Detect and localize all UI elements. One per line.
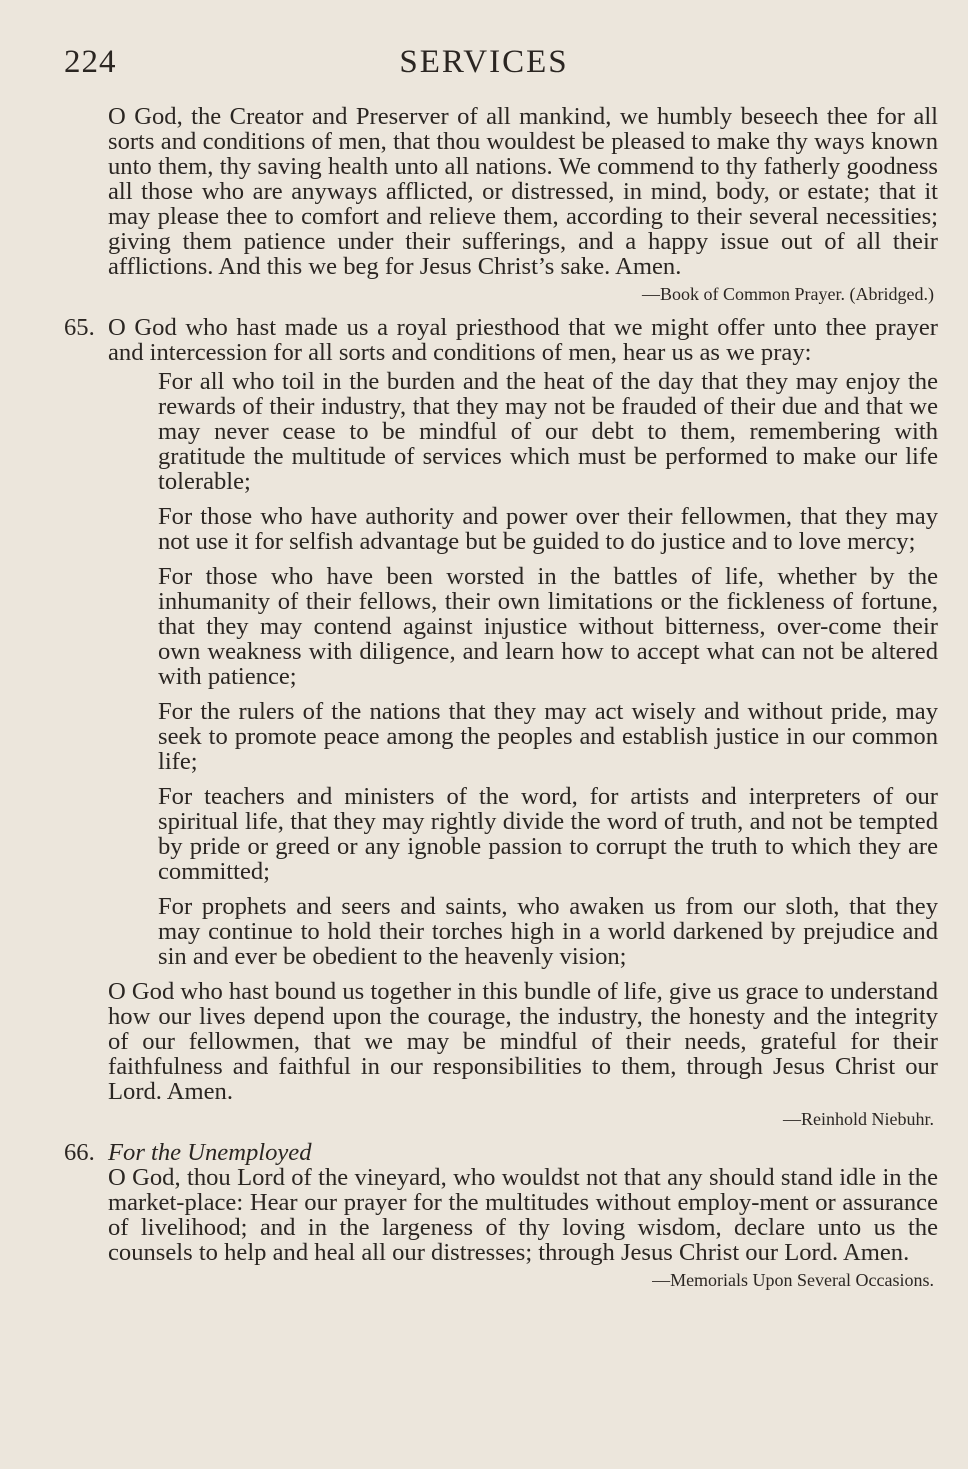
prayer-65-conclusion: O God who hast bound us together in this bundle of life, give us grace to understand how our lives depend upon the courage, the industry, the honesty and the integrity of our fellowmen, that we may be mindful of their needs, grateful for their faithfulness and faithful in our responsibilities to them, through Jesus Christ our Lord. Amen. (108, 978, 938, 1105)
page-body (64, 103, 938, 1301)
prayer-65-intro: O God who hast made us a royal priesthood that we might offer unto thee prayer and intercession for all sorts and conditions of men, hear us as we pray: (108, 314, 938, 366)
petition: For teachers and ministers of the word, for artists and interpreters of our spiritual life, that they may rightly divide the word of truth, and not be tempted by pride or greed or any ignoble passion to corrupt the truth to which they are committed; (158, 783, 938, 885)
prayer-65 (64, 314, 938, 1130)
prayer-66-title: For the Unemployed (108, 1139, 312, 1166)
petition: For those who have authority and power over their fellowmen, that they may not use it for selfish advantage but be guided to do justice and to love mercy; (158, 503, 938, 555)
prayer-number: 66. (64, 1139, 95, 1166)
petition: For those who have been worsted in the battles of life, whether by the inhumanity of their fellows, their own limitations or the fickleness of fortune, that they may contend against injustice without bitterness, over-come their own weakness with diligence, and learn how to accept what can not be altered with patience; (158, 563, 938, 690)
prayer-number: 65. (64, 314, 95, 341)
prayer-66 (64, 1139, 938, 1291)
prayer-65-attribution: —Reinhold Niebuhr. (783, 1109, 934, 1129)
petition: For prophets and seers and saints, who awaken us from our sloth, that they may continue to hold their torches high in a world darkened by prejudice and sin and ever be obedient to the heavenly vision; (158, 893, 938, 970)
petition: For all who toil in the burden and the heat of the day that they may enjoy the rewards of their industry, that they may not be frauded of their due and that we may never cease to be mindful of our debt to them, remembering with gratitude the multitude of services which must be performed to make our life tolerable; (158, 368, 938, 495)
prayer-66-attribution: —Memorials Upon Several Occasions. (652, 1270, 934, 1290)
opening-prayer-text: O God, the Creator and Preserver of all mankind, we humbly beseech thee for all sorts and conditions of men, that thou wouldest be pleased to make thy ways known unto them, thy saving health unto all nations. We commend to thy fatherly goodness all those who are anyways afflicted, or distressed, in mind, body, or estate; that it may please thee to comfort and relieve them, according to their several necessities; giving them patience under their sufferings, and a happy issue out of all their afflictions. And this we beg for Jesus Christ’s sake. Amen. (108, 103, 938, 280)
page-header (0, 44, 968, 94)
page-number: 224 (64, 44, 117, 80)
prayer-66-text: O God, thou Lord of the vineyard, who wouldst not that any should stand idle in the market-place: Hear our prayer for the multitudes without employ-ment or assurance of livelihood; and in the largeness of thy loving wisdom, declare unto us the counsels to help and heal all our distresses; through Jesus Christ our Lord. Amen. (108, 1164, 938, 1266)
running-head: SERVICES (399, 44, 569, 80)
petition: For the rulers of the nations that they may act wisely and without pride, may seek to promote peace among the peoples and establish justice in our common life; (158, 698, 938, 775)
opening-prayer-attribution: —Book of Common Prayer. (Abridged.) (642, 284, 934, 304)
petition-list (158, 369, 938, 969)
